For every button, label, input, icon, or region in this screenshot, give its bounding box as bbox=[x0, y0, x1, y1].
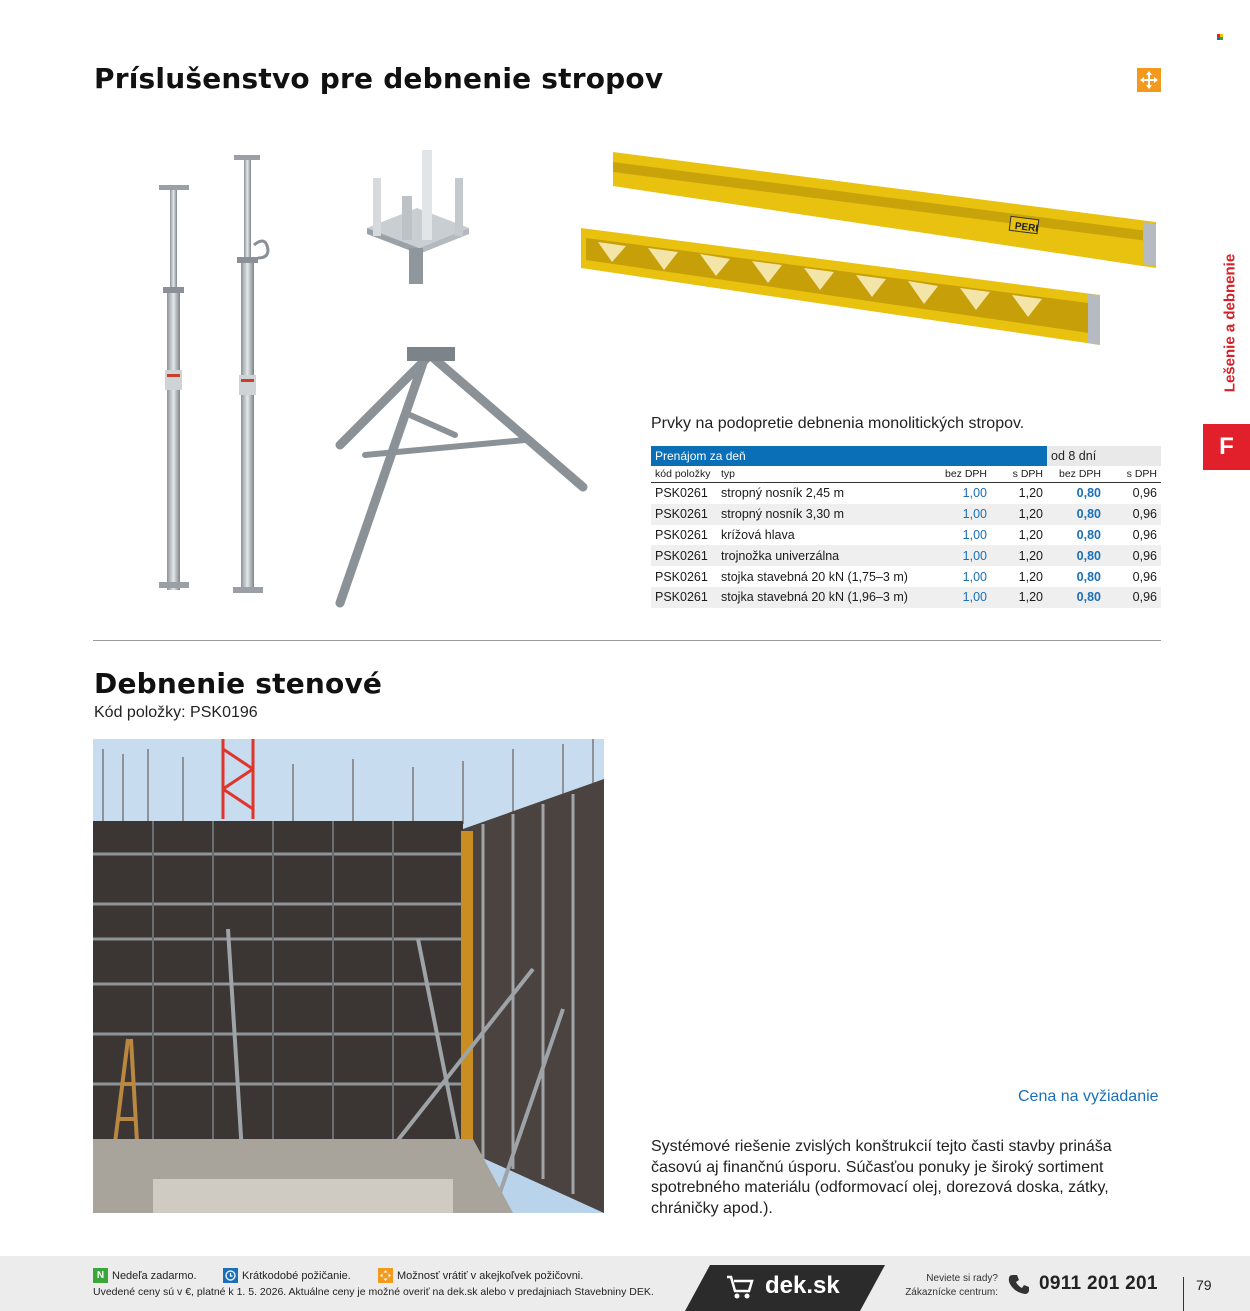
footer-feature-short-rent: Krátkodobé požičanie. bbox=[223, 1268, 351, 1283]
item-code-cell: PSK0261 bbox=[651, 483, 717, 504]
beam-brand-label: PERI bbox=[1014, 220, 1039, 235]
side-section-tab[interactable]: F bbox=[1203, 424, 1250, 470]
table-row bbox=[651, 587, 1161, 608]
page-separator bbox=[1183, 1277, 1184, 1311]
phone-icon bbox=[1008, 1273, 1030, 1295]
phone-number[interactable]: 0911 201 201 bbox=[1039, 1273, 1158, 1294]
price-net-cell: 1,00 bbox=[939, 587, 991, 608]
item-type-cell: stropný nosník 2,45 m bbox=[717, 483, 939, 504]
price-net-cell: 1,00 bbox=[939, 483, 991, 504]
item-type-cell: stropný nosník 3,30 m bbox=[717, 504, 939, 525]
footer-price-note: Uvedené ceny sú v €, platné k 1. 5. 2026. Aktuálne ceny je možné overiť na dek.sk alebo v predajniach Stavebniny DEK. bbox=[93, 1286, 654, 1298]
page-number: 79 bbox=[1196, 1277, 1212, 1293]
table-row bbox=[651, 566, 1161, 587]
price-on-request[interactable]: Cena na vyžiadanie bbox=[1018, 1088, 1159, 1105]
dek-brand-text[interactable]: dek.sk bbox=[765, 1272, 840, 1299]
price-table bbox=[651, 446, 1161, 608]
col-net-header: bez DPH bbox=[1047, 466, 1105, 483]
arrows-icon bbox=[378, 1268, 393, 1283]
n-badge-icon: N bbox=[93, 1268, 108, 1283]
price-gross-cell: 1,20 bbox=[991, 525, 1047, 546]
table-row bbox=[651, 504, 1161, 525]
item-code-line: Kód položky: PSK0196 bbox=[94, 704, 258, 721]
price-net-cell: 1,00 bbox=[939, 504, 991, 525]
col-code-header: kód položky bbox=[651, 466, 717, 483]
section1-title: Príslušenstvo pre debnenie stropov bbox=[94, 62, 664, 95]
price-8d-net-cell: 0,80 bbox=[1047, 587, 1105, 608]
price-gross-cell: 1,20 bbox=[991, 483, 1047, 504]
price-8d-net-cell: 0,80 bbox=[1047, 566, 1105, 587]
col-type-header: typ bbox=[717, 466, 939, 483]
section2-title: Debnenie stenové bbox=[94, 667, 383, 700]
price-8d-net-cell: 0,80 bbox=[1047, 525, 1105, 546]
price-net-cell: 1,00 bbox=[939, 525, 991, 546]
item-type-cell: trojnožka univerzálna bbox=[717, 545, 939, 566]
tripod-image bbox=[335, 345, 590, 610]
item-code-cell: PSK0261 bbox=[651, 587, 717, 608]
price-gross-cell: 1,20 bbox=[991, 587, 1047, 608]
table-row bbox=[651, 545, 1161, 566]
price-8d-gross-cell: 0,96 bbox=[1105, 587, 1161, 608]
price-gross-cell: 1,20 bbox=[991, 545, 1047, 566]
section2-description: Systémové riešenie zvislých konštrukcií tejto časti stavby prináša časovú aj finančnú úsporu. Súčasťou ponuky je široký sortiment spotrebného materiálu (odformovací olej, dorezová doska, zátky, chráničky apod.). bbox=[651, 1138, 1112, 1217]
price-8d-gross-cell: 0,96 bbox=[1105, 504, 1161, 525]
item-type-cell: stojka stavebná 20 kN (1,75–3 m) bbox=[717, 566, 939, 587]
item-code-cell: PSK0261 bbox=[651, 525, 717, 546]
footer-feature-return: Možnosť vrátiť v akejkoľvek požičovni. bbox=[378, 1268, 583, 1283]
timber-beams-image bbox=[578, 150, 1163, 355]
col-net-header: bez DPH bbox=[939, 466, 991, 483]
section-divider bbox=[93, 640, 1161, 641]
price-8d-net-cell: 0,80 bbox=[1047, 483, 1105, 504]
price-8d-gross-cell: 0,96 bbox=[1105, 483, 1161, 504]
price-net-cell: 1,00 bbox=[939, 566, 991, 587]
clock-icon bbox=[223, 1268, 238, 1283]
price-gross-cell: 1,20 bbox=[991, 566, 1047, 587]
item-type-cell: krížová hlava bbox=[717, 525, 939, 546]
steel-props-image bbox=[150, 150, 280, 600]
item-code-cell: PSK0261 bbox=[651, 504, 717, 525]
item-code-cell: PSK0261 bbox=[651, 545, 717, 566]
side-section-label: Lešenie a debnenie bbox=[1221, 253, 1239, 393]
price-8d-gross-cell: 0,96 bbox=[1105, 566, 1161, 587]
rent-per-day-header: Prenájom za deň bbox=[651, 446, 1047, 466]
price-net-cell: 1,00 bbox=[939, 545, 991, 566]
footer-feature-sunday: N Nedeľa zadarmo. bbox=[93, 1268, 197, 1283]
cross-head-image bbox=[365, 148, 471, 288]
price-8d-gross-cell: 0,96 bbox=[1105, 545, 1161, 566]
price-gross-cell: 1,20 bbox=[991, 504, 1047, 525]
corner-logo-icon bbox=[1217, 27, 1225, 33]
col-gross-header: s DPH bbox=[991, 466, 1047, 483]
price-8d-gross-cell: 0,96 bbox=[1105, 525, 1161, 546]
price-8d-net-cell: 0,80 bbox=[1047, 545, 1105, 566]
expand-arrows-icon[interactable] bbox=[1137, 68, 1161, 92]
wall-formwork-photo bbox=[93, 739, 604, 1213]
table-row bbox=[651, 483, 1161, 504]
price-8d-net-cell: 0,80 bbox=[1047, 504, 1105, 525]
table-row bbox=[651, 525, 1161, 546]
section1-description: Prvky na podopretie debnenia monolitických stropov. bbox=[651, 415, 1025, 432]
item-type-cell: stojka stavebná 20 kN (1,96–3 m) bbox=[717, 587, 939, 608]
col-gross-header: s DPH bbox=[1105, 466, 1161, 483]
period-header: od 8 dní bbox=[1047, 446, 1161, 466]
item-code-cell: PSK0261 bbox=[651, 566, 717, 587]
customer-centre-label: Neviete si rady? Zákaznícke centrum: bbox=[905, 1273, 998, 1298]
